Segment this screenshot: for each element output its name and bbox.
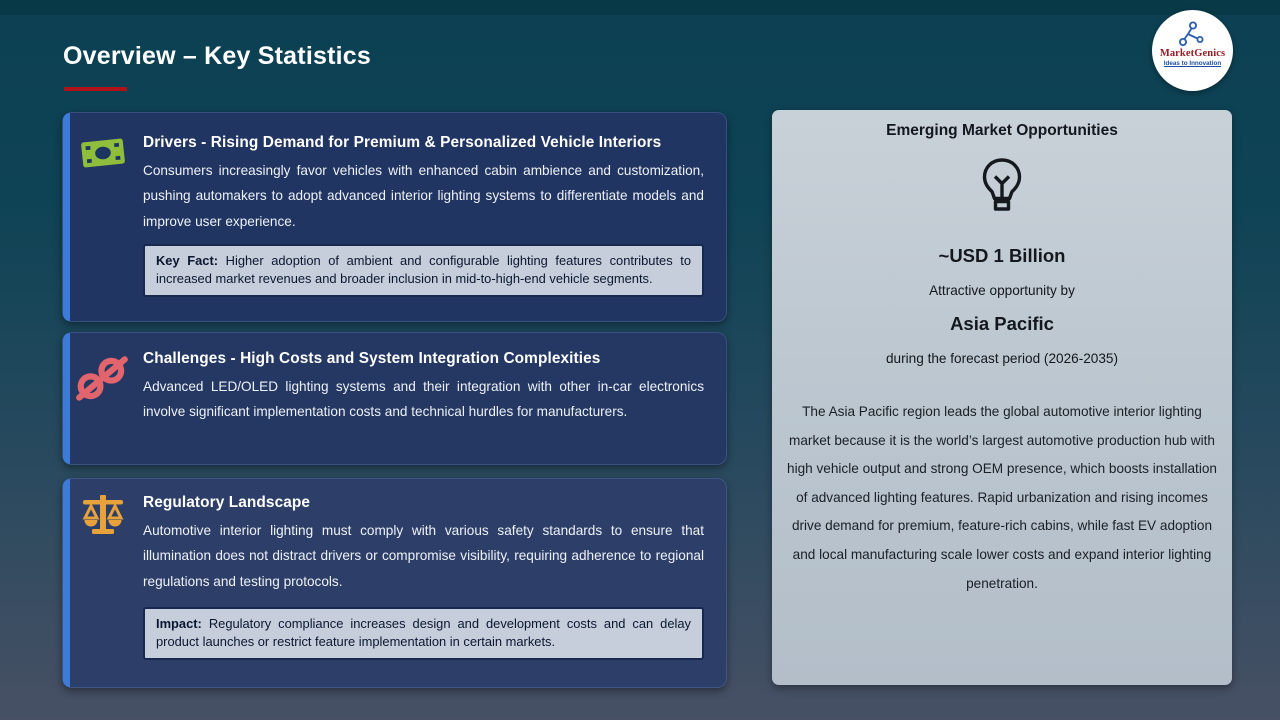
- opportunities-panel: [772, 110, 1232, 685]
- panel-title: Emerging Market Opportunities: [886, 122, 1118, 139]
- brand-logo: [1152, 10, 1233, 91]
- banknote-icon: [80, 135, 126, 171]
- impact-callout: [143, 607, 704, 660]
- callout-label: Impact:: [156, 615, 202, 631]
- light-bulb-icon: [975, 156, 1029, 214]
- challenges-heading: Challenges - High Costs and System Integration Complexities: [143, 350, 601, 367]
- logo-brand-name: MarketGenics: [1159, 48, 1226, 59]
- title-underline: [64, 87, 127, 91]
- callout-text: Higher adoption of ambient and configurable lighting features contributes to increased market revenues and broader inclusion in mid-to-high-end vehicle segments.: [156, 252, 691, 287]
- region-description: The Asia Pacific region leads the global automotive interior lighting market because it is the world’s largest automotive production hub with high vehicle output and strong OEM presence, which boosts installation of advanced lighting features. Rapid urbanization and rising incomes drive demand for premium, feature-rich cabins, while fast EV adoption and local manufacturing scale lower costs and expand interior lighting penetration.: [787, 404, 1217, 591]
- molecule-network-icon: [1178, 21, 1208, 47]
- opportunity-value: ~USD 1 Billion: [938, 245, 1066, 266]
- challenges-card: [62, 332, 727, 465]
- opportunity-context: Attractive opportunity by: [929, 283, 1075, 298]
- key-fact-callout: [143, 244, 704, 297]
- challenges-body: Advanced LED/OLED lighting systems and their integration with other in-car electronics involve significant implementation costs and technical hurdles for manufacturers.: [143, 379, 704, 420]
- drivers-body: Consumers increasingly favor vehicles with enhanced cabin ambience and customization, pushing automakers to adopt advanced interior lighting systems to differentiate models and improve user experience.: [143, 163, 704, 229]
- regulatory-card: [62, 478, 727, 688]
- card-accent-bar: [63, 333, 70, 464]
- card-accent-bar: [63, 479, 70, 687]
- regulatory-heading: Regulatory Landscape: [143, 494, 311, 511]
- page-title: Overview – Key Statistics: [63, 42, 371, 70]
- regulatory-body: Automotive interior lighting must comply with various safety standards to ensure that illumination does not distract drivers or compromise visibility, requiring adherence to regional regulations and testing protocols.: [143, 523, 704, 589]
- slide-top-band: [0, 0, 1280, 15]
- broken-link-icon: [74, 353, 132, 405]
- callout-label: Key Fact:: [156, 252, 219, 268]
- callout-text: Regulatory compliance increases design and development costs and can delay product launches or restrict feature implementation in certain markets.: [156, 615, 691, 650]
- drivers-heading: Drivers - Rising Demand for Premium & Personalized Vehicle Interiors: [143, 134, 662, 151]
- opportunity-region: Asia Pacific: [950, 313, 1054, 334]
- scales-icon: [81, 495, 125, 537]
- drivers-card: [62, 112, 727, 322]
- forecast-period: during the forecast period (2026-2035): [886, 351, 1118, 366]
- logo-tagline: Ideas to Innovation: [1163, 60, 1222, 67]
- card-accent-bar: [63, 113, 70, 321]
